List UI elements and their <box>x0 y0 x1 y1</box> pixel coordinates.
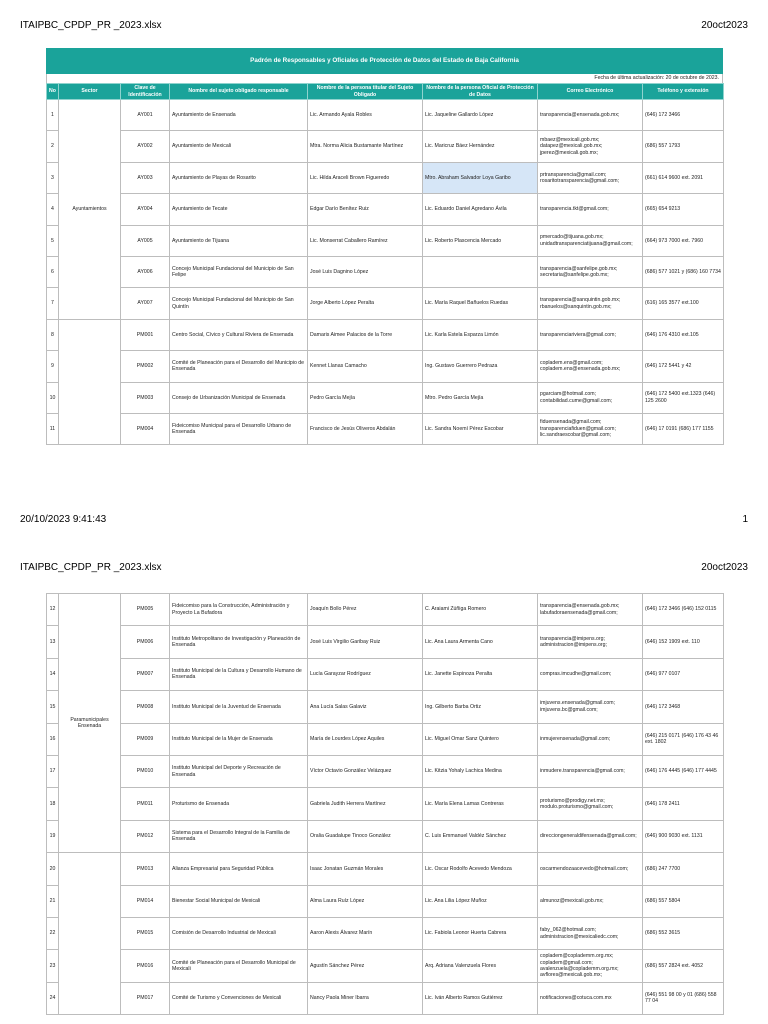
cell-correo: inmudere.transparencia@gmail.com; <box>538 755 643 787</box>
cell-oficial: Lic. Jaqueline Gallardo López <box>423 100 538 131</box>
cell-correo: transparencia.tkt@gmail.com; <box>538 194 643 225</box>
header-correo: Correo Electrónico <box>538 84 643 100</box>
registry-table-page-2 <box>46 593 724 1015</box>
header-clave: Clave de Identificación <box>121 84 170 100</box>
cell-nombre: Comité de Turismo y Convenciones de Mexicali <box>170 982 308 1014</box>
cell-tel: (664) 973 7000 ext. 7960 <box>643 225 724 256</box>
cell-oficial: Lic. Miguel Omar Sanz Quintero <box>423 723 538 755</box>
cell-oficial: Lic. Ana Laura Armenta Cano <box>423 626 538 658</box>
row-number: 23 <box>47 950 59 982</box>
cell-titular: José Luis Dagnino López <box>308 256 423 287</box>
table-row <box>47 885 724 917</box>
cell-tel: (686) 247 7700 <box>643 853 724 885</box>
cell-titular: María de Lourdes López Aquiles <box>308 723 423 755</box>
row-number: 5 <box>47 225 59 256</box>
cell-clave: PM001 <box>121 319 170 350</box>
table-row <box>47 256 724 287</box>
row-number: 4 <box>47 194 59 225</box>
row-number: 20 <box>47 853 59 885</box>
cell-correo: pgarciam@hotmail.com; contabilidad.cume@gmail.com; <box>538 382 643 413</box>
cell-correo: direcciongeneraldifensenada@gmail.com; <box>538 820 643 852</box>
row-number: 18 <box>47 788 59 820</box>
sector-cell: Paramunicipales Ensenada <box>59 594 121 853</box>
table-row <box>47 288 724 319</box>
cell-clave: PM005 <box>121 594 170 626</box>
cell-titular: Gabriela Judith Herrera Martínez <box>308 788 423 820</box>
table-row <box>47 853 724 885</box>
cell-titular: Kennet Llanas Camacho <box>308 351 423 382</box>
header-oficial: Nombre de la persona Oficial de Protección de Datos <box>423 84 538 100</box>
cell-nombre: Consejo de Urbanización Municipal de Ensenada <box>170 382 308 413</box>
table-row <box>47 755 724 787</box>
cell-titular: Oralia Guadalupe Tinoco González <box>308 820 423 852</box>
cell-oficial: Mtro. Pedro García Mejía <box>423 382 538 413</box>
row-number: 24 <box>47 982 59 1014</box>
cell-correo: transparencia@sanfelipe.gob.mx; secretaria@sanfelipe.gob.mx; <box>538 256 643 287</box>
row-number: 3 <box>47 162 59 193</box>
cell-clave: AY005 <box>121 225 170 256</box>
cell-titular: Joaquín Bollo Pérez <box>308 594 423 626</box>
cell-oficial: Lic. Ana Lilia López Muñoz <box>423 885 538 917</box>
cell-correo: imjuvens.ensenada@gmail.com; imjuvens.bc@gmail.com; <box>538 691 643 723</box>
cell-nombre: Comité de Planeación para el Desarrollo del Municipio de Ensenada <box>170 351 308 382</box>
table-row <box>47 723 724 755</box>
row-number: 13 <box>47 626 59 658</box>
table-row <box>47 917 724 949</box>
cell-correo: prtransparencia@gmail.com; rosaritotransparencia@gmail.com; <box>538 162 643 193</box>
cell-oficial: Lic. Sandra Noemí Pérez Escobar <box>423 413 538 444</box>
cell-nombre: Ayuntamiento de Mexicali <box>170 131 308 162</box>
cell-tel: (616) 165 3577 ext.100 <box>643 288 724 319</box>
cell-nombre: Fideicomiso Municipal para el Desarrollo Urbano de Ensenada <box>170 413 308 444</box>
header-nombre: Nombre del sujeto obligado responsable <box>170 84 308 100</box>
cell-nombre: Ayuntamiento de Ensenada <box>170 100 308 131</box>
cell-titular: Alma Laura Ruíz López <box>308 885 423 917</box>
cell-nombre: Ayuntamiento de Tijuana <box>170 225 308 256</box>
cell-clave: PM003 <box>121 382 170 413</box>
cell-titular: Jorge Alberto López Peralta <box>308 288 423 319</box>
header-titular: Nombre de la persona titular del Sujeto Obligado <box>308 84 423 100</box>
cell-tel: (665) 654 9213 <box>643 194 724 225</box>
row-number: 15 <box>47 691 59 723</box>
cell-titular: Nancy Paola Miner Ibarra <box>308 982 423 1014</box>
sector-cell <box>59 853 121 1015</box>
table-row <box>47 131 724 162</box>
cell-nombre: Concejo Municipal Fundacional del Municipio de San Felipe <box>170 256 308 287</box>
table-row <box>47 319 724 350</box>
cell-clave: PM007 <box>121 658 170 690</box>
cell-correo: oscarmendozaacevedo@hotmail.com; <box>538 853 643 885</box>
cell-tel: (686) 557 1793 <box>643 131 724 162</box>
cell-clave: PM011 <box>121 788 170 820</box>
table-row <box>47 691 724 723</box>
cell-correo: transparencia@ensenada.gob.mx; labufadoraensenada@gmail.com; <box>538 594 643 626</box>
cell-tel: (646) 176 4310 ext.105 <box>643 319 724 350</box>
print-timestamp: 20/10/2023 9:41:43 <box>20 514 107 525</box>
cell-oficial: Lic. Kitzia Yohaly Lachica Medina <box>423 755 538 787</box>
table-row <box>47 658 724 690</box>
cell-oficial: Lic. Oscar Rodolfo Acevedo Mendoza <box>423 853 538 885</box>
table-row <box>47 194 724 225</box>
row-number: 11 <box>47 413 59 444</box>
table-row <box>47 225 724 256</box>
cell-clave: PM017 <box>121 982 170 1014</box>
cell-oficial: Ing. Gilberto Barba Ortiz <box>423 691 538 723</box>
cell-clave: PM009 <box>121 723 170 755</box>
cell-clave: PM002 <box>121 351 170 382</box>
cell-tel: (646) 152 1909 ext. 110 <box>643 626 724 658</box>
cell-nombre: Instituto Municipal del Deporte y Recreación de Ensenada <box>170 755 308 787</box>
row-number: 10 <box>47 382 59 413</box>
registry-table-page-1 <box>46 83 724 445</box>
cell-correo: compras.imcudhe@gmail.com; <box>538 658 643 690</box>
row-number: 17 <box>47 755 59 787</box>
file-name-page-2: ITAIPBC_CPDP_PR _2023.xlsx <box>20 562 162 573</box>
cell-nombre: Fideicomiso para la Construcción, Administración y Proyecto La Bufadora <box>170 594 308 626</box>
cell-oficial: C. Araiami Zúñiga Romero <box>423 594 538 626</box>
cell-tel: (646) 900 9030 ext. 1131 <box>643 820 724 852</box>
cell-oficial: Lic. Janette Espinoza Peralta <box>423 658 538 690</box>
header-telefono: Teléfono y extensión <box>643 84 724 100</box>
cell-clave: AY003 <box>121 162 170 193</box>
cell-tel: (646) 977 0107 <box>643 658 724 690</box>
cell-correo: almunoz@mexicali.gob.mx; <box>538 885 643 917</box>
row-number: 19 <box>47 820 59 852</box>
cell-clave: PM006 <box>121 626 170 658</box>
table-row <box>47 820 724 852</box>
cell-tel: (686) 557 2824 ext. 4052 <box>643 950 724 982</box>
cell-clave: AY004 <box>121 194 170 225</box>
cell-titular: José Luis Virgilio Garibay Ruiz <box>308 626 423 658</box>
row-number: 2 <box>47 131 59 162</box>
cell-clave: AY002 <box>121 131 170 162</box>
row-number: 8 <box>47 319 59 350</box>
cell-tel: (646) 172 3466 <box>643 100 724 131</box>
cell-tel: (646) 172 5400 ext.1323 (646) 125 2600 <box>643 382 724 413</box>
table-row <box>47 351 724 382</box>
cell-tel: (646) 172 3468 <box>643 691 724 723</box>
cell-oficial: Lic. Iván Alberto Ramos Gutiérrez <box>423 982 538 1014</box>
cell-titular: Isaac Jonatan Guzmán Morales <box>308 853 423 885</box>
cell-nombre: Comisión de Desarrollo Industrial de Mexicali <box>170 917 308 949</box>
header-no: No <box>47 84 59 100</box>
cell-clave: AY001 <box>121 100 170 131</box>
cell-titular: Lic. Hilda Araceli Brown Figueredo <box>308 162 423 193</box>
cell-correo: transparenciariviera@gmail.com; <box>538 319 643 350</box>
row-number: 22 <box>47 917 59 949</box>
cell-titular: Pedro García Mejía <box>308 382 423 413</box>
sector-cell: Ayuntamientos <box>59 100 121 320</box>
row-number: 9 <box>47 351 59 382</box>
cell-titular: Mtra. Norma Alicia Bustamante Martínez <box>308 131 423 162</box>
table-row <box>47 594 724 626</box>
cell-oficial: Lic. Roberto Plascencia Mercado <box>423 225 538 256</box>
page-number: 1 <box>742 514 748 525</box>
cell-oficial: Lic. María Elena Lamas Contreras <box>423 788 538 820</box>
cell-oficial: Lic. María Raquel Bañuelos Ruedas <box>423 288 538 319</box>
cell-nombre: Alianza Empresarial para Seguridad Pública <box>170 853 308 885</box>
cell-titular: Lic. Armando Ayala Robles <box>308 100 423 131</box>
cell-nombre: Instituto Municipal de la Cultura y Desarrollo Humano de Ensenada <box>170 658 308 690</box>
cell-nombre: Instituto Municipal de la Mujer de Ensenada <box>170 723 308 755</box>
cell-tel: (686) 552 3615 <box>643 917 724 949</box>
cell-titular: Francisco de Jesús Oliveros Abdalán <box>308 413 423 444</box>
cell-tel: (646) 215 0171 (646) 176 43 46 ext. 1802 <box>643 723 724 755</box>
cell-nombre: Concejo Municipal Fundacional del Municipio de San Quintín <box>170 288 308 319</box>
cell-tel: (646) 178 2411 <box>643 788 724 820</box>
cell-clave: PM010 <box>121 755 170 787</box>
cell-titular: Lucía Garayzar Rodríguez <box>308 658 423 690</box>
file-name: ITAIPBC_CPDP_PR _2023.xlsx <box>20 20 162 31</box>
cell-correo: mbaez@mexicali.gob.mx; datapez@mexicali.gob.mx; jperez@mexicali.gob.mx; <box>538 131 643 162</box>
cell-correo: copladem@coplademm.org.mx; copladem@gmail.com; avalenzuela@coplademm.org.mx; avflores@mexicali.gob.mx; <box>538 950 643 982</box>
cell-nombre: Sistema para el Desarrollo Integral de la Familia de Ensenada <box>170 820 308 852</box>
cell-correo: transparencia@sanquintin.gob.mx; rbanuelos@sanquintin.gob.mx; <box>538 288 643 319</box>
table-row <box>47 100 724 131</box>
cell-oficial: Lic. Fabiola Leonor Huerta Cabrera <box>423 917 538 949</box>
cell-nombre: Ayuntamiento de Tecate <box>170 194 308 225</box>
cell-oficial: Lic. Karla Estela Esparza Limón <box>423 319 538 350</box>
last-updated: Fecha de última actualización: 20 de octubre de 2023. <box>46 74 723 83</box>
cell-oficial: Ing. Gustavo Guerrero Pedraza <box>423 351 538 382</box>
cell-oficial <box>423 256 538 287</box>
sheet-page-1 <box>46 48 723 445</box>
cell-tel: (646) 176 4445 (646) 177 4445 <box>643 755 724 787</box>
print-date: 20oct2023 <box>701 20 748 31</box>
cell-titular: Agustín Sánchez Pérez <box>308 950 423 982</box>
cell-titular: Víctor Octavio González Velázquez <box>308 755 423 787</box>
cell-oficial: Lic. Eduardo Daniel Agredano Ávila <box>423 194 538 225</box>
row-number: 6 <box>47 256 59 287</box>
print-date-page-2: 20oct2023 <box>701 562 748 573</box>
cell-titular: Ana Lucía Salas Galaviz <box>308 691 423 723</box>
sector-cell <box>59 319 121 445</box>
sheet-page-2 <box>46 593 723 1015</box>
cell-clave: PM014 <box>121 885 170 917</box>
cell-oficial: Lic. Maricruz Báez Hernández <box>423 131 538 162</box>
table-row <box>47 950 724 982</box>
cell-oficial: Arq. Adriana Valenzuela Flores <box>423 950 538 982</box>
cell-titular: Damaris Aimee Palacios de la Torre <box>308 319 423 350</box>
cell-titular: Edgar Darío Benítez Ruiz <box>308 194 423 225</box>
table-row <box>47 626 724 658</box>
cell-correo: transparencia@ensenada.gob.mx; <box>538 100 643 131</box>
cell-clave: PM013 <box>121 853 170 885</box>
cell-correo: notificaciones@cotuca.com.mx <box>538 982 643 1014</box>
cell-tel: (686) 577 1021 y (686) 160 7734 <box>643 256 724 287</box>
cell-tel: (646) 551 98 00 y 01 (686) 558 77 04 <box>643 982 724 1014</box>
table-row <box>47 162 724 193</box>
row-number: 14 <box>47 658 59 690</box>
row-number: 16 <box>47 723 59 755</box>
cell-correo: copladem.ens@gmail.com; copladem.ens@ensenada.gob.mx; <box>538 351 643 382</box>
cell-clave: PM016 <box>121 950 170 982</box>
cell-tel: (646) 17 0191 (686) 177 1155 <box>643 413 724 444</box>
cell-clave: PM015 <box>121 917 170 949</box>
cell-clave: PM004 <box>121 413 170 444</box>
header-sector: Sector <box>59 84 121 100</box>
row-number: 7 <box>47 288 59 319</box>
sheet-title: Padrón de Responsables y Oficiales de Protección de Datos del Estado de Baja California <box>46 48 723 74</box>
cell-correo: pmercado@tijuana.gob.mx; unidadtransparenciatijuana@gmail.com; <box>538 225 643 256</box>
cell-nombre: Comité de Planeación para el Desarrollo Municipal de Mexicali <box>170 950 308 982</box>
cell-nombre: Bienestar Social Municipal de Mexicali <box>170 885 308 917</box>
cell-nombre: Ayuntamiento de Playas de Rosarito <box>170 162 308 193</box>
cell-nombre: Instituto Metropolitano de Investigación y Planeación de Ensenada <box>170 626 308 658</box>
cell-correo: inmujerensenada@gmail.com; <box>538 723 643 755</box>
cell-correo: transparencia@imipens.org; administracion@imipens.org; <box>538 626 643 658</box>
row-number: 12 <box>47 594 59 626</box>
cell-oficial: Mtro. Abraham Salvador Loya Garibo <box>423 162 538 193</box>
cell-clave: PM012 <box>121 820 170 852</box>
cell-correo: proturismo@prodigy.net.mx; modulo.proturismo@gmail.com; <box>538 788 643 820</box>
table-row <box>47 788 724 820</box>
table-row <box>47 982 724 1014</box>
cell-tel: (646) 172 5441 y 42 <box>643 351 724 382</box>
row-number: 1 <box>47 100 59 131</box>
cell-tel: (646) 172 3466 (646) 152 0115 <box>643 594 724 626</box>
cell-clave: PM008 <box>121 691 170 723</box>
cell-titular: Lic. Monserrat Caballero Ramírez <box>308 225 423 256</box>
cell-nombre: Instituto Municipal de la Juventud de Ensenada <box>170 691 308 723</box>
table-row <box>47 382 724 413</box>
row-number: 21 <box>47 885 59 917</box>
cell-oficial: C. Luis Emmanuel Valdéz Sánchez <box>423 820 538 852</box>
cell-clave: AY007 <box>121 288 170 319</box>
table-header-row <box>47 84 724 100</box>
cell-correo: faby_062@hotmail.com; administracion@mexicaliedc.com; <box>538 917 643 949</box>
table-row <box>47 413 724 444</box>
cell-tel: (661) 614 9600 ext. 2091 <box>643 162 724 193</box>
cell-tel: (686) 557 5804 <box>643 885 724 917</box>
cell-nombre: Centro Social, Cívico y Cultural Riviera de Ensenada <box>170 319 308 350</box>
cell-correo: fiduensenada@gmail.com; transparenciafiduen@gmail.com; lic.sandraescobar@gmail.com; <box>538 413 643 444</box>
cell-clave: AY006 <box>121 256 170 287</box>
cell-nombre: Proturismo de Ensenada <box>170 788 308 820</box>
cell-titular: Aaron Alexis Álvarez Marín <box>308 917 423 949</box>
